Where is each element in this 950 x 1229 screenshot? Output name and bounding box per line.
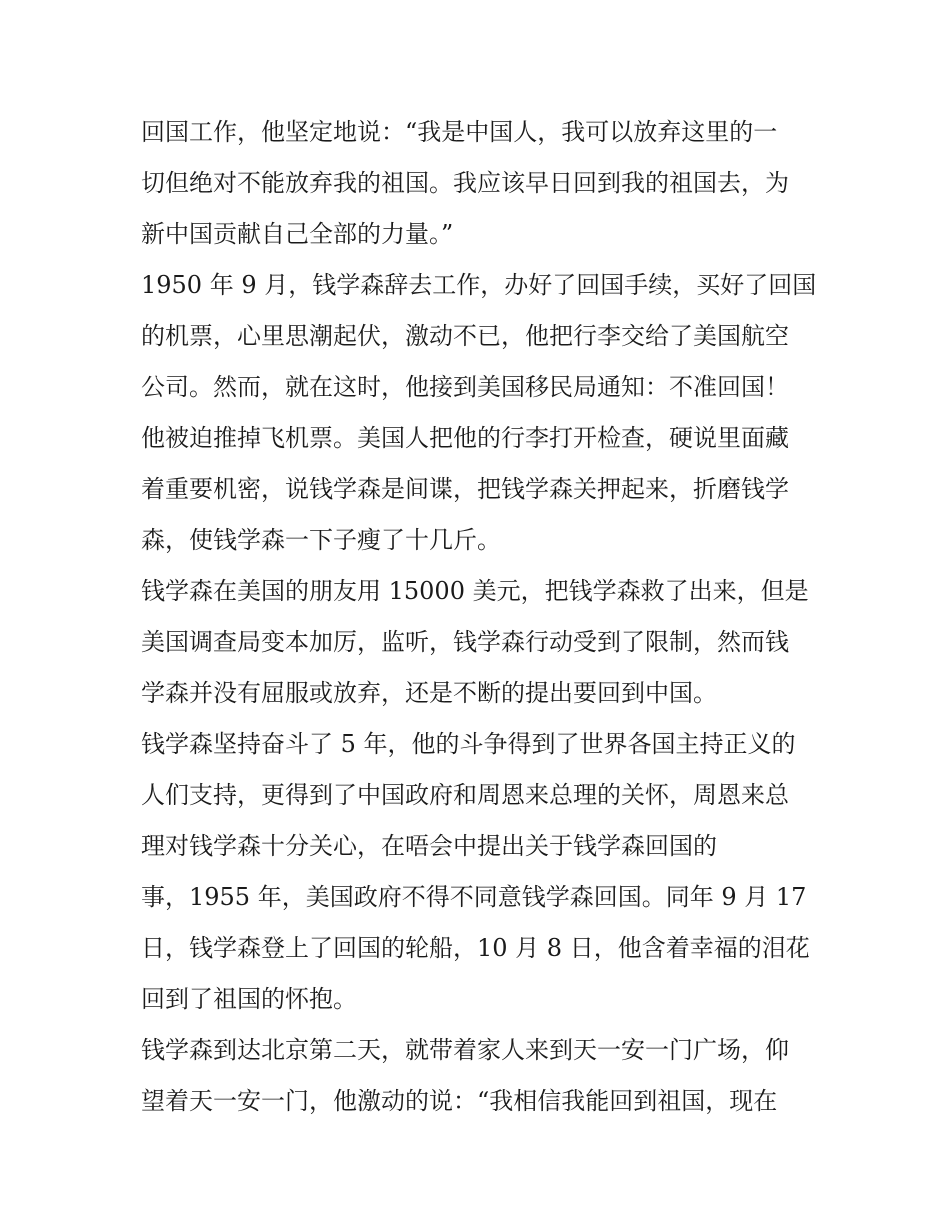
text-line: 钱学森坚持奋斗了 5 年，他的斗争得到了世界各国主持正义的 <box>141 730 796 758</box>
text-line: 新中国贡献自己全部的力量。” <box>141 220 454 248</box>
text-line: 美国调查局变本加厉，监听，钱学森行动受到了限制，然而钱 <box>141 628 789 656</box>
text-line: 学森并没有屈服或放弃，还是不断的提出要回到中国。 <box>141 679 717 707</box>
text-line: 森，使钱学森一下子瘦了十几斤。 <box>141 526 501 554</box>
text-line: 钱学森到达北京第二天，就带着家人来到天一安一门广场，仰 <box>141 1036 789 1064</box>
text-line: 理对钱学森十分关心，在唔会中提出关于钱学森回国的 <box>141 832 717 860</box>
text-line: 公司。然而，就在这时，他接到美国移民局通知：不准回国！ <box>141 373 789 401</box>
text-line: 事，1955 年，美国政府不得不同意钱学森回国。同年 9 月 17 <box>141 883 807 911</box>
text-line: 他被迫推掉飞机票。美国人把他的行李打开检查，硬说里面藏 <box>141 424 789 452</box>
text-line: 望着天一安一门，他激动的说：“我相信我能回到祖国，现在 <box>141 1087 778 1115</box>
text-line: 回国工作，他坚定地说：“我是中国人，我可以放弃这里的一 <box>141 118 778 146</box>
text-line: 回到了祖国的怀抱。 <box>141 985 357 1013</box>
document-body <box>141 107 821 1127</box>
text-line: 1950 年 9 月，钱学森辞去工作，办好了回国手续，买好了回国 <box>141 271 817 299</box>
text-line: 着重要机密，说钱学森是间谍，把钱学森关押起来，折磨钱学 <box>141 475 789 503</box>
text-line: 日，钱学森登上了回国的轮船，10 月 8 日，他含着幸福的泪花 <box>141 934 810 962</box>
text-line: 切但绝对不能放弃我的祖国。我应该早日回到我的祖国去，为 <box>141 169 789 197</box>
text-line: 人们支持，更得到了中国政府和周恩来总理的关怀，周恩来总 <box>141 781 789 809</box>
text-line: 钱学森在美国的朋友用 15000 美元，把钱学森救了出来，但是 <box>141 577 809 605</box>
text-line: 的机票，心里思潮起伏，激动不已，他把行李交给了美国航空 <box>141 322 789 350</box>
